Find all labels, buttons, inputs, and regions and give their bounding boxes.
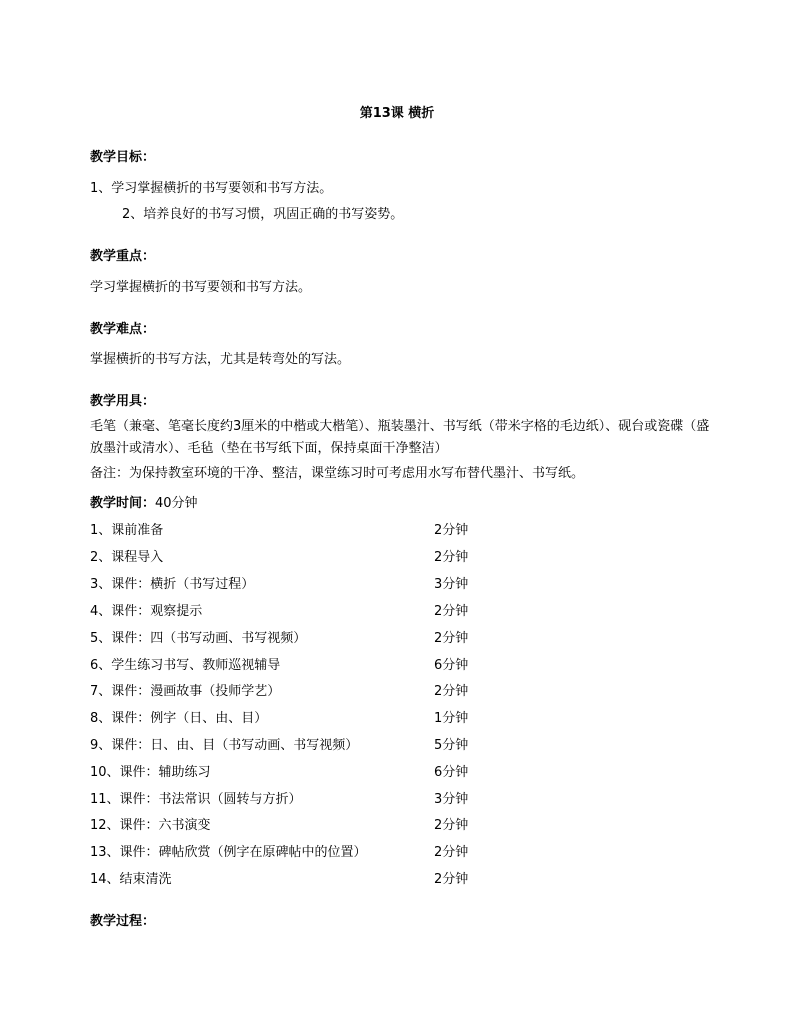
schedule-time: 2分钟 xyxy=(434,872,469,887)
schedule-item: 7、课件：漫画故事（投师学艺） xyxy=(90,684,281,699)
schedule-item: 14、结束清洗 xyxy=(90,872,172,887)
schedule-time: 6分钟 xyxy=(434,658,469,673)
lesson-title: 第13课 横折 xyxy=(359,106,435,121)
tools-text: 毛笔（兼毫、笔毫长度约3厘米的中楷或大楷笔）、瓶装墨汁、书写纸（带米字格的毛边纸）、砚台或瓷碟（盛放墨汁或清水）、毛毡（垫在书写纸下面，保持桌面干净整洁） xyxy=(90,419,710,456)
schedule-row xyxy=(90,680,510,700)
schedule-row xyxy=(90,627,510,647)
schedule-time: 2分钟 xyxy=(434,604,469,619)
schedule-row xyxy=(90,519,510,539)
schedule-row xyxy=(90,707,510,727)
schedule-row xyxy=(90,868,510,888)
teaching-time-value: 40分钟 xyxy=(155,496,198,511)
schedule-row xyxy=(90,734,510,754)
teaching-time xyxy=(90,492,198,511)
schedule-item: 1、课前准备 xyxy=(90,523,164,538)
schedule-row xyxy=(90,573,510,593)
schedule-time: 2分钟 xyxy=(434,631,469,646)
tools-note: 备注：为保持教室环境的干净、整洁，课堂练习时可考虑用水写布替代墨汁、书写纸。 xyxy=(90,466,585,481)
schedule-time: 2分钟 xyxy=(434,523,469,538)
schedule-item: 12、课件：六书演变 xyxy=(90,818,211,833)
schedule-item: 3、课件：横折（书写过程） xyxy=(90,577,255,592)
schedule-row xyxy=(90,600,510,620)
schedule-item: 4、课件：观察提示 xyxy=(90,604,203,619)
schedule-item: 5、课件：四（书写动画、书写视频） xyxy=(90,631,307,646)
tools-heading: 教学用具： xyxy=(90,394,156,409)
schedule-item: 11、课件：书法常识（圆转与方折） xyxy=(90,792,302,807)
schedule-item: 2、课程导入 xyxy=(90,550,164,565)
difficulties-text: 掌握横折的书写方法，尤其是转弯处的写法。 xyxy=(90,352,351,367)
schedule-item: 10、课件：辅助练习 xyxy=(90,765,211,780)
schedule-time: 6分钟 xyxy=(434,765,469,780)
key-points-heading: 教学重点： xyxy=(90,249,156,264)
schedule-time: 2分钟 xyxy=(434,845,469,860)
objectives-heading: 教学目标： xyxy=(90,150,156,165)
schedule-time: 2分钟 xyxy=(434,818,469,833)
schedule-row xyxy=(90,814,510,834)
key-points-text: 学习掌握横折的书写要领和书写方法。 xyxy=(90,280,312,295)
schedule-time: 1分钟 xyxy=(434,711,469,726)
schedule-row xyxy=(90,546,510,566)
schedule-time: 3分钟 xyxy=(434,577,469,592)
schedule-row xyxy=(90,654,510,674)
schedule-item: 6、学生练习书写、教师巡视辅导 xyxy=(90,658,281,673)
schedule-row xyxy=(90,761,510,781)
schedule-time: 5分钟 xyxy=(434,738,469,753)
teaching-time-label: 教学时间： xyxy=(90,496,156,511)
schedule-time: 3分钟 xyxy=(434,792,469,807)
schedule-item: 8、课件：例字（日、由、目） xyxy=(90,711,268,726)
process-heading: 教学过程： xyxy=(90,914,156,929)
schedule-item: 9、课件：日、由、目（书写动画、书写视频） xyxy=(90,738,359,753)
objective-item-2: 2、培养良好的书写习惯，巩固正确的书写姿势。 xyxy=(122,207,404,222)
schedule-item: 13、课件：碑帖欣赏（例字在原碑帖中的位置） xyxy=(90,845,367,860)
schedule-time: 2分钟 xyxy=(434,684,469,699)
schedule-row xyxy=(90,841,510,861)
schedule-row xyxy=(90,788,510,808)
difficulties-heading: 教学难点： xyxy=(90,322,156,337)
objective-item-1: 1、学习掌握横折的书写要领和书写方法。 xyxy=(90,181,333,196)
schedule-time: 2分钟 xyxy=(434,550,469,565)
